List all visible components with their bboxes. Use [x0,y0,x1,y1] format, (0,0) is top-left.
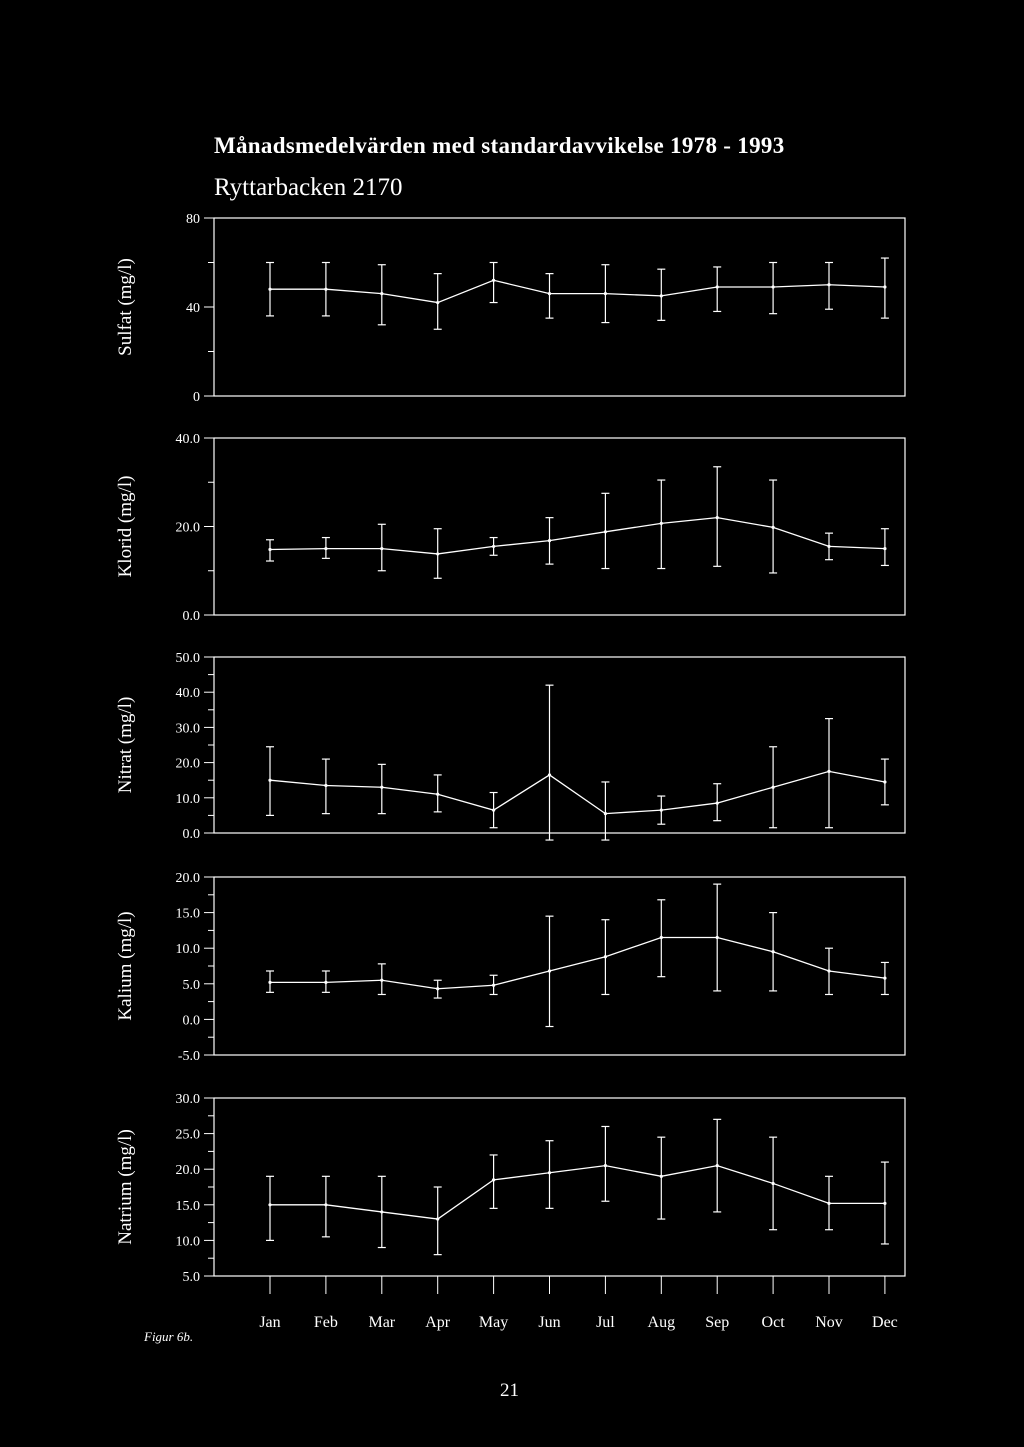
data-point [604,1164,607,1167]
panel-3 [115,871,905,1064]
data-point [883,547,886,550]
series-line [270,518,885,554]
data-point [827,283,830,286]
x-tick-label: Jul [596,1314,615,1331]
x-axis [259,1276,897,1331]
data-point [324,981,327,984]
y-tick-label: 20.0 [175,1163,200,1179]
plot-frame [214,877,905,1055]
data-point [436,987,439,990]
data-point [716,516,719,519]
x-tick-label: Feb [313,1314,338,1331]
data-point [660,294,663,297]
y-tick-label: 20.0 [175,520,200,536]
series-line [270,771,885,813]
series-line [270,1166,885,1219]
chart-title: Månadsmedelvärden med standardavvikelse 1978 - 1993 [214,133,785,158]
y-tick-label: 80 [186,212,200,227]
y-tick-label: 0 [193,390,200,405]
y-tick-label: 15.0 [175,1198,200,1214]
y-tick-label: 0.0 [182,827,200,842]
x-tick-label: Oct [761,1314,785,1331]
data-point [324,288,327,291]
data-point [380,292,383,295]
data-point [716,285,719,288]
series-line [270,280,885,302]
data-point [772,786,775,789]
data-point [772,1182,775,1185]
y-tick-label: 30.0 [175,721,200,737]
panel-2 [115,651,905,842]
data-point [660,1175,663,1178]
y-axis-label: Natrium (mg/l) [115,1129,136,1245]
y-axis-label: Klorid (mg/l) [115,475,136,578]
data-point [492,1178,495,1181]
data-point [604,292,607,295]
data-point [604,955,607,958]
y-tick-label: 10.0 [175,1234,200,1250]
data-point [268,1203,271,1206]
panel-4 [115,1092,905,1285]
y-tick-label: 5.0 [182,1270,200,1285]
panel-1 [115,432,905,624]
data-point [492,545,495,548]
y-tick-label: 0.0 [182,609,200,624]
series-line [270,938,885,989]
y-tick-label: 25.0 [175,1127,200,1143]
data-point [268,779,271,782]
x-tick-label: Sep [705,1314,730,1331]
data-point [716,801,719,804]
y-axis-label: Nitrat (mg/l) [115,696,136,794]
data-point [883,285,886,288]
data-point [324,1203,327,1206]
y-tick-label: 20.0 [175,871,200,886]
data-point [883,977,886,980]
data-point [436,1217,439,1220]
y-tick-label: 40 [186,301,200,316]
x-tick-label: Mar [368,1314,396,1331]
data-point [268,981,271,984]
y-tick-label: -5.0 [177,1049,200,1064]
x-tick-label: Dec [872,1314,898,1331]
y-tick-label: 50.0 [175,651,200,666]
plot-frame [214,1098,905,1276]
data-point [436,793,439,796]
y-tick-label: 40.0 [175,432,200,447]
y-axis-label: Kalium (mg/l) [115,911,136,1021]
data-point [380,786,383,789]
data-point [548,773,551,776]
data-point [772,950,775,953]
y-tick-label: 10.0 [175,942,200,958]
data-point [436,552,439,555]
x-tick-label: Apr [425,1314,451,1331]
data-point [324,547,327,550]
data-point [716,936,719,939]
x-tick-label: Jun [538,1314,561,1331]
page-number: 21 [500,1380,519,1401]
plot-frame [214,438,905,615]
plot-frame [214,657,905,833]
x-tick-label: May [478,1314,509,1331]
data-point [268,288,271,291]
y-tick-label: 20.0 [175,756,200,772]
data-point [268,548,271,551]
data-point [660,522,663,525]
data-point [548,1171,551,1174]
data-point [604,812,607,815]
data-point [548,539,551,542]
data-point [772,526,775,529]
x-tick-label: Jan [259,1314,281,1331]
data-point [492,984,495,987]
data-point [660,809,663,812]
chart-subtitle: Ryttarbacken 2170 [214,174,403,201]
data-point [716,1164,719,1167]
y-tick-label: 30.0 [175,1092,200,1107]
x-tick-label: Nov [815,1314,843,1331]
data-point [604,530,607,533]
data-point [492,809,495,812]
data-point [492,279,495,282]
data-point [548,969,551,972]
y-axis-label: Sulfat (mg/l) [115,258,136,356]
data-point [380,1210,383,1213]
y-tick-label: 0.0 [182,1013,200,1029]
data-point [436,301,439,304]
data-point [883,1202,886,1205]
data-point [324,784,327,787]
y-tick-label: 40.0 [175,686,200,702]
x-tick-label: Aug [647,1314,676,1331]
panel-0 [115,212,905,405]
y-tick-label: 5.0 [182,977,200,993]
data-point [827,969,830,972]
data-point [380,979,383,982]
data-point [660,936,663,939]
data-point [772,285,775,288]
y-tick-label: 15.0 [175,906,200,922]
data-point [827,770,830,773]
y-tick-label: 10.0 [175,791,200,807]
data-point [380,547,383,550]
plot-frame [214,218,905,396]
data-point [827,1202,830,1205]
data-point [548,292,551,295]
data-point [883,780,886,783]
data-point [827,545,830,548]
figure-label: Figur 6b. [144,1329,194,1344]
